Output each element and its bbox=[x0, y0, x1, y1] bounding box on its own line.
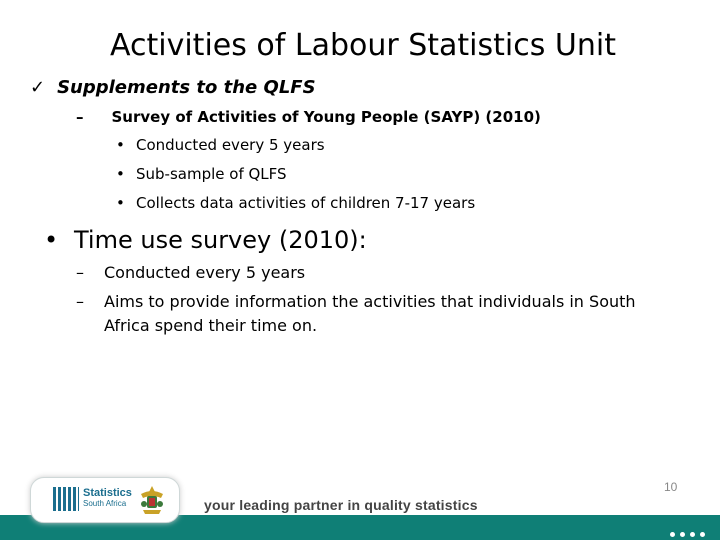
stats-sa-logo bbox=[30, 477, 180, 523]
main-bullet-bold: Time use survey (2010) bbox=[74, 226, 359, 254]
logo-text-line2: South Africa bbox=[83, 499, 127, 508]
level3-item bbox=[116, 192, 475, 214]
level1-text: Supplements to the QLFS bbox=[57, 77, 316, 98]
sub-item bbox=[76, 290, 666, 338]
level3-text: Sub-sample of QLFS bbox=[136, 165, 287, 183]
footer-dots-icon bbox=[670, 522, 710, 541]
main-bullet-colon: : bbox=[358, 226, 367, 254]
bullet-icon: • bbox=[116, 194, 125, 212]
bullet-icon: • bbox=[116, 136, 125, 154]
checkmark-icon: ✓ bbox=[30, 77, 46, 98]
stats-sa-logo-mark-icon bbox=[53, 487, 79, 511]
slide-title: Activities of Labour Statistics Unit bbox=[110, 28, 616, 63]
level3-item bbox=[116, 134, 325, 156]
footer-tagline: your leading partner in quality statistics bbox=[204, 497, 478, 513]
sub-item-text: Aims to provide information the activities that individuals in South Africa spend their time on. bbox=[104, 292, 636, 335]
dash-marker: – bbox=[76, 263, 84, 282]
coat-of-arms-icon bbox=[135, 484, 169, 516]
level3-text: Conducted every 5 years bbox=[136, 136, 325, 154]
level3-text: Collects data activities of children 7-17 years bbox=[136, 194, 476, 212]
level1-item bbox=[30, 76, 316, 100]
bullet-icon: • bbox=[44, 226, 59, 254]
dash-marker: – bbox=[76, 108, 84, 126]
main-bullet-item bbox=[44, 224, 367, 256]
bullet-icon: • bbox=[116, 165, 125, 183]
level3-item bbox=[116, 163, 287, 185]
page-number: 10 bbox=[664, 480, 678, 494]
level2-text: Survey of Activities of Young People (SAYP) (2010) bbox=[111, 108, 541, 126]
level2-item bbox=[76, 106, 541, 128]
sub-item bbox=[76, 261, 676, 285]
dash-marker: – bbox=[76, 292, 84, 311]
sub-item-text: Conducted every 5 years bbox=[104, 263, 306, 282]
logo-text-line1: Statistics bbox=[83, 487, 132, 499]
